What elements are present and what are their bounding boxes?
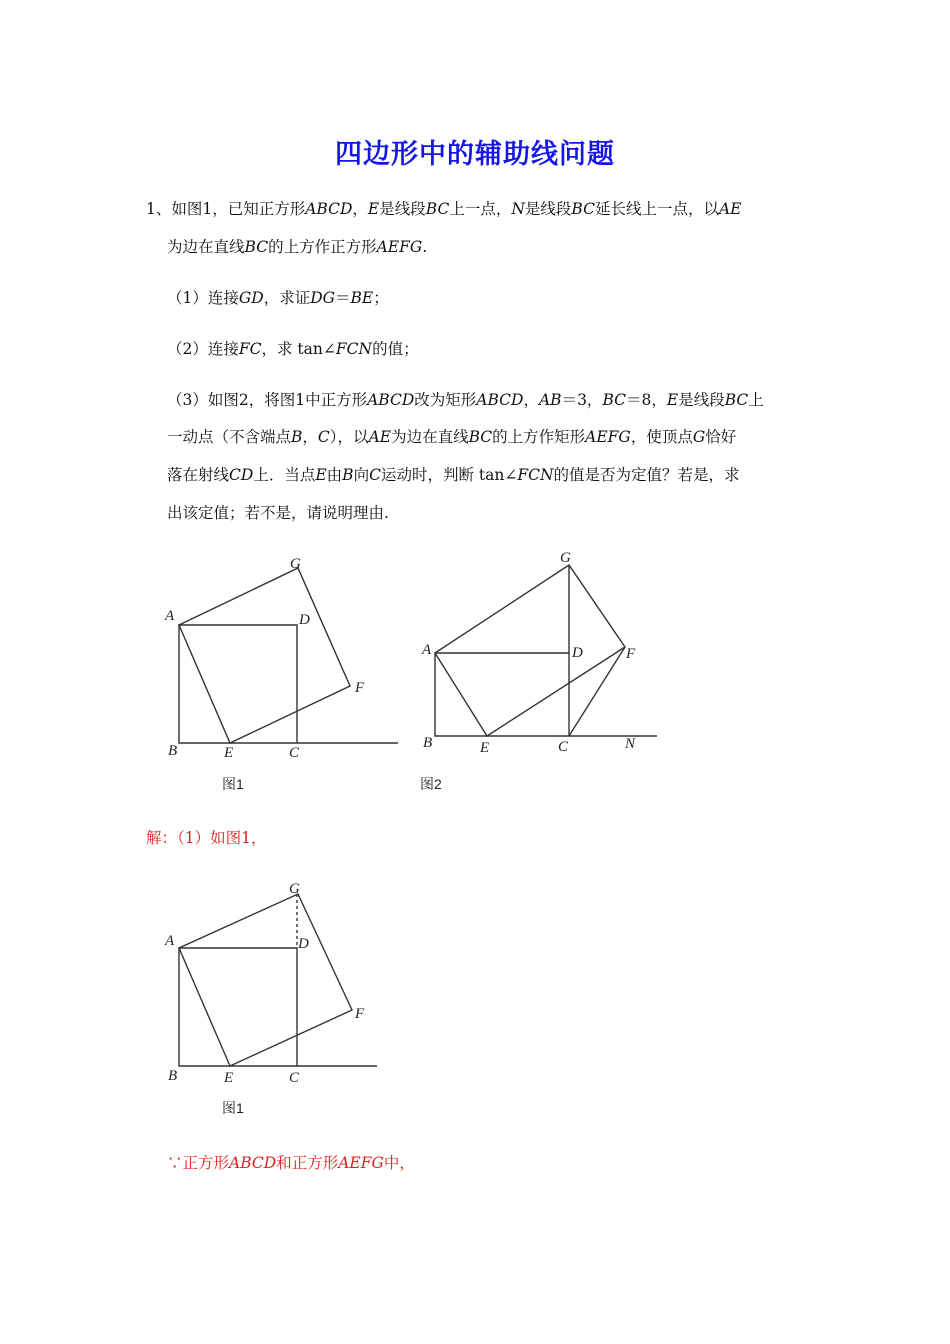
label-c: C [289,745,300,761]
label-b: B [423,735,433,751]
label-b: B [168,743,178,759]
problem-intro-line2: 为边在直线BC的上方作正方形AEFG. [167,238,428,256]
figure-3-caption: 图1 [222,1100,244,1116]
square-aefg [179,894,352,1066]
label-e: E [224,1070,234,1086]
question-2: （2）连接FC，求 tan∠FCN的值； [167,340,419,358]
problem-intro-line1: 1、如图1，已知正方形ABCD，E是线段BC上一点，N是线段BC延长线上一点，以AE [146,200,742,218]
label-c: C [558,739,569,755]
label-e: E [480,740,490,756]
label-g: G [560,550,571,566]
label-a: A [422,642,432,658]
question-1: （1）连接GD，求证DG＝BE； [167,289,389,307]
label-c: C [289,1070,300,1086]
label-b: B [168,1068,178,1084]
label-d: D [299,612,310,628]
label-d: D [572,645,583,661]
label-g: G [290,556,301,572]
solution-intro: 解：（1）如图1， [146,829,267,847]
rectangle-abcd [435,653,569,736]
label-a: A [165,933,175,949]
figure-2 [415,540,665,798]
question-3-line1: （3）如图2，将图1中正方形ABCD改为矩形ABCD，AB＝3，BC＝8，E是线段BC上 [167,391,764,409]
page-title: 四边形中的辅助线问题 [335,139,615,170]
figure-3 [150,872,400,1122]
figure-1 [150,548,410,798]
square-aefg [179,568,350,743]
rectangle-aefg [435,565,625,736]
label-g: G [289,881,300,897]
square-abcd [179,948,297,1066]
figure-1-caption: 图1 [222,776,244,792]
label-f: F [355,680,365,696]
label-d: D [298,936,309,952]
label-f: F [626,646,636,662]
question-3-line3: 落在射线CD上．当点E由B向C运动时，判断 tan∠FCN的值是否为定值？若是，求 [167,466,740,484]
question-3-line2: 一动点（不含端点B，C），以AE为边在直线BC的上方作矩形AEFG，使顶点G恰好 [167,428,737,446]
question-3-line4: 出该定值；若不是，请说明理由. [167,504,389,522]
label-n: N [625,736,636,752]
label-a: A [165,608,175,624]
figure-2-caption: 图2 [420,776,442,792]
label-f: F [355,1006,365,1022]
label-e: E [224,745,234,761]
solution-line-1: ∵正方形ABCD和正方形AEFG中， [167,1154,415,1172]
square-abcd [179,625,297,743]
